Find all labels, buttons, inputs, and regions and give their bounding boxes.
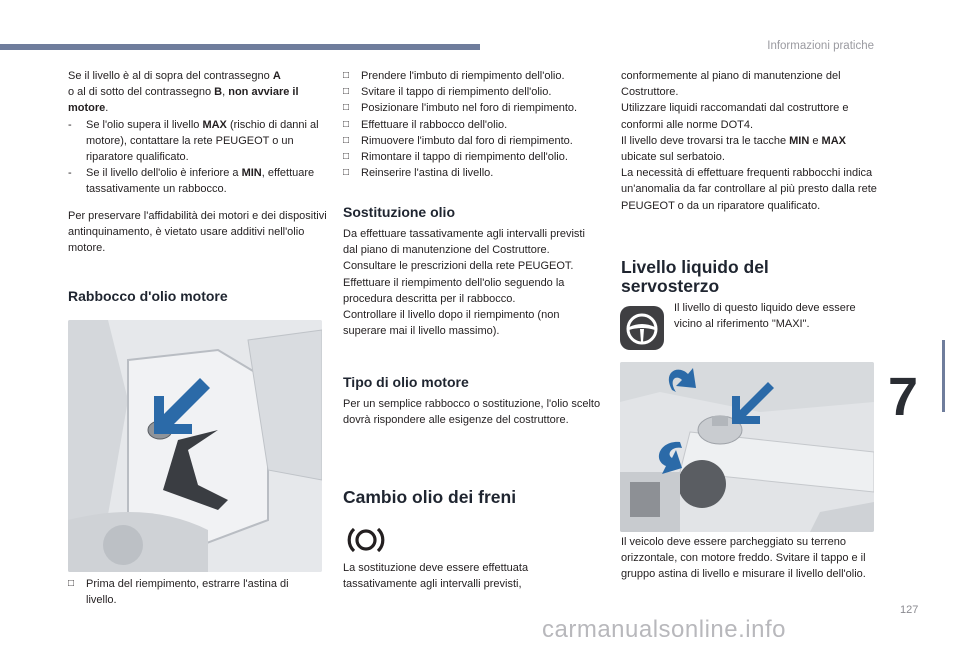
top-accent-bar — [0, 44, 480, 50]
step-item: □ Prendere l'imbuto di riempimento dell'olio. — [343, 68, 605, 84]
paragraph-additives: Per preservare l'affidabilità dei motori e dei dispositivi antinquinamento, è vietato usare additivi nell'olio motore. — [68, 209, 327, 255]
chapter-number: 7 — [888, 367, 919, 427]
page-number: 127 — [900, 604, 919, 616]
square-bullet-icon: □ — [343, 70, 350, 81]
tipo-olio-text: Per un semplice rabbocco o sostituzione, l'olio scelto dovrà rispondere alle esigenze del costruttore. — [343, 398, 601, 427]
square-bullet-icon: □ — [343, 167, 350, 179]
heading-tipo-olio: Tipo di olio motore — [343, 374, 469, 390]
step-remove-dipstick: □ Prima del riempimento, estrarre l'astina di livello. — [68, 576, 322, 608]
step-item: □ Rimontare il tappo di riempimento dell'olio. — [343, 149, 605, 165]
heading-cambio-freni: Cambio olio dei freni — [343, 487, 517, 507]
watermark: carmanualsonline.info — [542, 616, 786, 643]
power-steering-photo — [620, 362, 874, 532]
step-item: □ Effettuare il rabbocco dell'olio. — [343, 117, 605, 133]
step-item: □ Reinserire l'astina di livello. — [343, 165, 605, 181]
chapter-marker-line — [942, 340, 945, 412]
freni-text: La sostituzione deve essere effettuata tassativamente agli intervalli previsti, — [343, 562, 529, 591]
servosterzo-text: Il livello di questo liquido deve essere vicino al riferimento "MAXI". — [674, 302, 856, 331]
dash-item-max: - Se l'olio supera il livello MAX (rischio di danni al motore), contattare la rete PEUGEOT o un riparatore qualificato. — [68, 118, 319, 164]
engine-oil-photo — [68, 320, 322, 572]
steering-wheel-icon — [620, 306, 664, 350]
square-bullet-icon: □ — [343, 118, 350, 130]
column-1-intro — [68, 68, 330, 256]
square-bullet-icon: □ — [343, 151, 350, 163]
column-2-steps — [343, 68, 605, 181]
heading-rabbocco: Rabbocco d'olio motore — [68, 288, 228, 304]
square-bullet-icon: □ — [68, 578, 75, 589]
dash-item-min: - Se il livello dell'olio è inferiore a MIN, effettuare tassativamente un rabbocco. — [68, 167, 315, 196]
heading-servosterzo: Livello liquido del servosterzo — [621, 257, 769, 296]
paragraph-level-warning: Se il livello è al di sopra del contrassegno A o al di sotto del contrassegno B, non avviare il motore. — [68, 70, 299, 115]
heading-sostituzione: Sostituzione olio — [343, 204, 455, 220]
square-bullet-icon: □ — [343, 102, 350, 114]
step-item: □ Rimuovere l'imbuto dal foro di riempimento. — [343, 133, 605, 149]
sostituzione-text: Da effettuare tassativamente agli intervalli previsti dal piano di manutenzione del Costruttore. Consultare le prescrizioni della rete PEUGEOT. Effettuare il riempimento dell'olio seguendo la procedura descritta per il rabbocco. Controllare il livello dopo il riempimento (non superare mai il livello massimo). — [343, 228, 585, 338]
step-item: □ Posizionare l'imbuto nel foro di riempimento. — [343, 100, 605, 116]
step-item: □ Svitare il tappo di riempimento dell'olio. — [343, 84, 605, 100]
square-bullet-icon: □ — [343, 134, 350, 146]
section-title: Informazioni pratiche — [767, 40, 874, 52]
veicolo-text: Il veicolo deve essere parcheggiato su terreno orizzontale, con motore freddo. Svitare il tappo e il gruppo astina di livello e misurare il livello dell'olio. — [621, 536, 866, 581]
brake-warning-icon — [346, 522, 386, 558]
column-3-text: conformemente al piano di manutenzione del Costruttore. Utilizzare liquidi raccomandati dal costruttore e conformi alle norme DOT4. Il livello deve trovarsi tra le tacche MIN e MAX ubicate sul serbatoio. La necessità di effettuare frequenti rabbocchi indica un'anomalia da far controllare al più presto dalla rete PEUGEOT o da un riparatore qualificato. — [621, 70, 877, 212]
square-bullet-icon: □ — [343, 86, 350, 98]
